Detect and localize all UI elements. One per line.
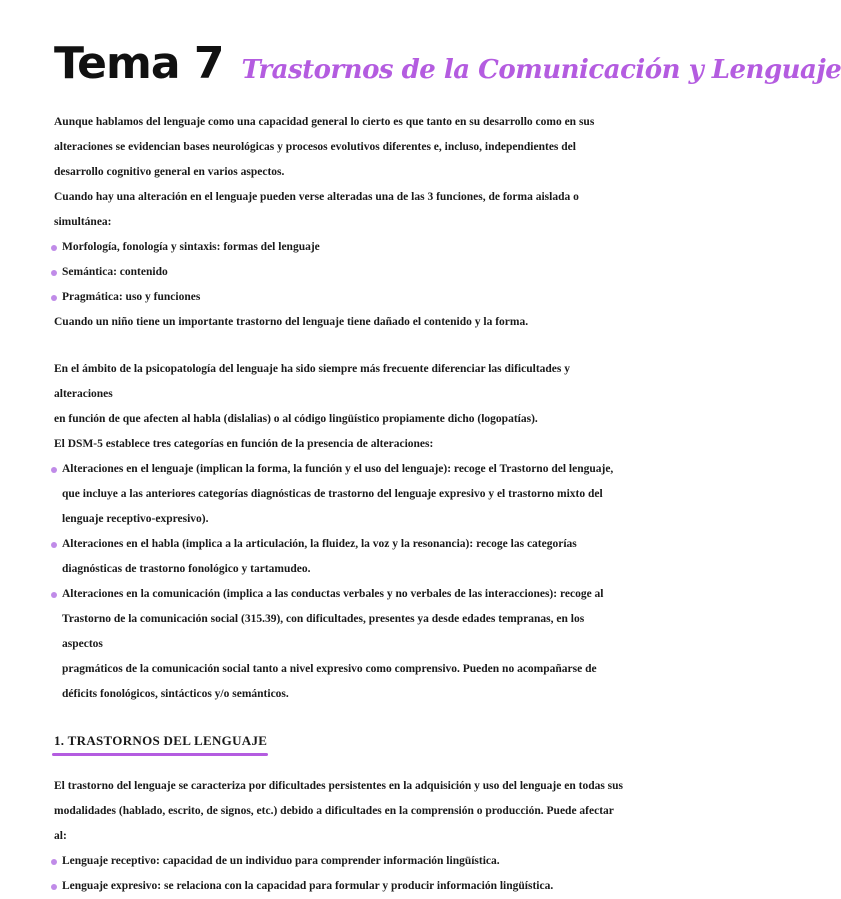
psychopathology-line: en función de que afecten al habla (dislalias) o al código lingüístico propiamente dicho (logopatías). (54, 413, 538, 425)
section-underline (52, 753, 268, 756)
bullet-continuation: pragmáticos de la comunicación social tanto a nivel expresivo como comprensivo. Pueden no acompañarse de (62, 663, 597, 675)
bullet-item: Pragmática: uso y funciones (54, 285, 626, 310)
bullet-item: Morfología, fonología y sintaxis: formas del lenguaje (54, 235, 626, 260)
bullet-item: Lenguaje expresivo: se relaciona con la capacidad para formular y producir información lingüística. (54, 874, 626, 899)
bullet-continuation: déficits fonológicos, sintácticos y/o semánticos. (62, 688, 289, 700)
bullet-item: Alteraciones en la comunicación (implica a las conductas verbales y no verbales de las interacciones): recoge al (54, 582, 626, 607)
intro-line: Aunque hablamos del lenguaje como una capacidad general lo cierto es que tanto en su desarrollo como en sus (54, 116, 595, 128)
bullet-item: Lenguaje receptivo: capacidad de un individuo para comprender información lingüística. (54, 849, 626, 874)
functions-intro: Cuando hay una alteración en el lenguaje pueden verse alteradas una de las 3 funciones, de forma aislada o simultánea: (54, 191, 579, 228)
bullet-item: Alteraciones en el habla (implica a la articulación, la fluidez, la voz y la resonancia): recoge las categorías (54, 532, 626, 557)
topic-title: Trastornos de la Comunicación y Lenguaje (241, 55, 841, 85)
bullet-continuation: que incluye a las anteriores categorías diagnósticas de trastorno del lenguaje expresivo y el trastorno mixto del (62, 488, 603, 500)
section-line: modalidades (hablado, escrito, de signos, etc.) debido a dificultades en la comprensión o producción. Puede afectar al: (54, 805, 614, 842)
document-body (54, 110, 626, 899)
section-heading (54, 733, 268, 756)
bullet-continuation: Trastorno de la comunicación social (315.39), con dificultades, presentes ya desde edades tempranas, en los aspectos (62, 613, 585, 650)
bullet-continuation: lenguaje receptivo-expresivo). (62, 513, 209, 525)
bullet-item: Semántica: contenido (54, 260, 626, 285)
intro-line: alteraciones se evidencian bases neurológicas y procesos evolutivos diferentes e, incluso, independientes del (54, 141, 576, 153)
section-line: El trastorno del lenguaje se caracteriza por dificultades persistentes en la adquisición y uso del lenguaje en todas sus (54, 780, 624, 792)
title-row (54, 38, 841, 89)
intro-line: desarrollo cognitivo general en varios aspectos. (54, 166, 285, 178)
bullet-continuation: diagnósticas de trastorno fonológico y tartamudeo. (62, 563, 311, 575)
intro-conclusion: Cuando un niño tiene un importante trastorno del lenguaje tiene dañado el contenido y la forma. (54, 316, 529, 328)
psychopathology-line: En el ámbito de la psicopatología del lenguaje ha sido siempre más frecuente diferenciar las dificultades y alteraciones (54, 363, 571, 400)
dsm-intro: El DSM-5 establece tres categorías en función de la presencia de alteraciones: (54, 438, 434, 450)
bullet-item: Alteraciones en el lenguaje (implican la forma, la función y el uso del lenguaje): recoge el Trastorno del lenguaje, (54, 457, 626, 482)
spacer (54, 335, 626, 357)
topic-number: Tema 7 (54, 38, 224, 89)
section-title: 1. TRASTORNOS DEL LENGUAJE (54, 733, 268, 748)
